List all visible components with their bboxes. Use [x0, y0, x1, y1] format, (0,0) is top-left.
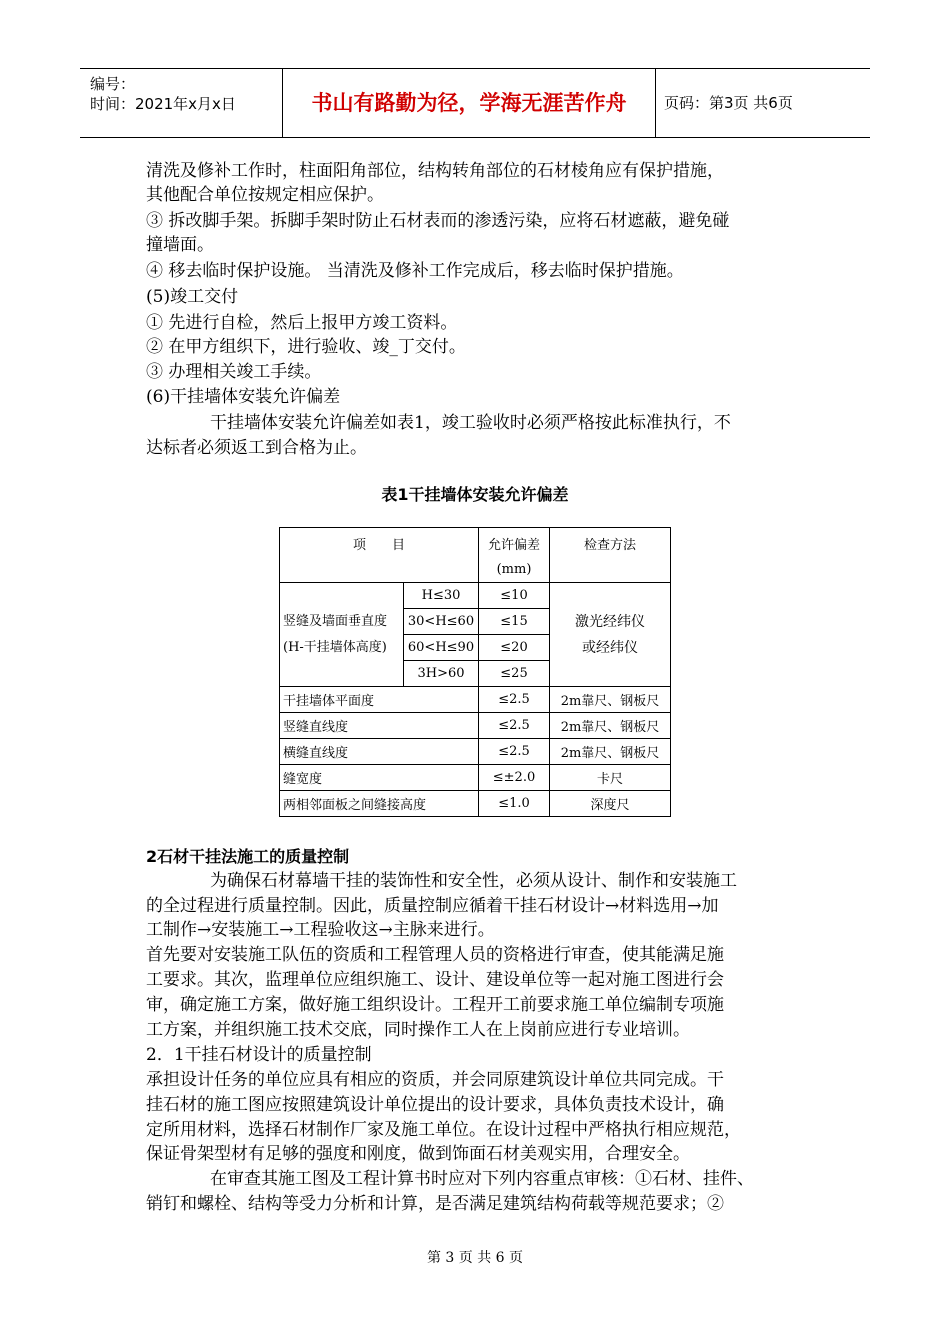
body-line: 在审查其施工图及工程计算书时应对下列内容重点审核：①石材、挂件、	[210, 1169, 754, 1189]
table-row	[280, 713, 671, 739]
vertical-method-line2: 或经纬仪	[582, 639, 638, 656]
tolerance-cell: ≤10	[479, 583, 550, 609]
body-line: ③ 拆改脚手架。拆脚手架时防止石材表而的渗透污染，应将石材遮蔽，避免碰	[146, 211, 730, 231]
header-tolerance	[479, 528, 550, 583]
item-cell: 竖缝直线度	[280, 713, 479, 739]
tolerance-cell: ≤25	[479, 661, 550, 687]
tolerance-cell: ≤15	[479, 609, 550, 635]
body-line: 工制作→安装施工→工程验收这→主脉来进行。	[146, 920, 495, 940]
body-line: ① 先进行自检，然后上报甲方竣工资料。	[146, 313, 458, 333]
header-page-info: 页码：第3页 共6页	[664, 94, 793, 112]
tolerance-cell: ≤±2.0	[479, 765, 550, 791]
subsection-title: 2．1干挂石材设计的质量控制	[146, 1045, 372, 1065]
vertical-method	[550, 583, 671, 687]
condition-cell: 30<H≤60	[404, 609, 479, 635]
item-cell: 两相邻面板之间缝接高度	[280, 791, 479, 817]
body-line: 其他配合单位按规定相应保护。	[146, 185, 384, 205]
page-footer: 第 3 页 共 6 页	[426, 1250, 524, 1266]
body-line: 销钉和螺栓、结构等受力分析和计算，是否满足建筑结构荷载等规范要求；②	[146, 1194, 724, 1214]
tolerance-cell: ≤2.5	[479, 739, 550, 765]
header-item: 项 目	[280, 528, 479, 583]
body-line: 首先要对安装施工队伍的资质和工程管理人员的资格进行审查，使其能满足施	[146, 945, 724, 965]
condition-cell: 60<H≤90	[404, 635, 479, 661]
table-caption: 表1干挂墙体安装允许偏差	[381, 485, 569, 504]
condition-cell: 3H>60	[404, 661, 479, 687]
body-line: 达标者必须返工到合格为止。	[146, 438, 367, 458]
body-line: 挂石材的施工图应按照建筑设计单位提出的设计要求，具体负责技术设计，确	[146, 1095, 724, 1115]
body-line: (6)干挂墙体安装允许偏差	[146, 387, 341, 407]
item-cell: 缝宽度	[280, 765, 479, 791]
body-line: 工要求。其次，监理单位应组织施工、设计、建设单位等一起对施工图进行会	[146, 970, 724, 990]
body-line: ④ 移去临时保护设施。 当清洗及修补工作完成后，移去临时保护措施。	[146, 261, 684, 281]
body-line: 承担设计任务的单位应具有相应的资质，并会同原建筑设计单位共同完成。干	[146, 1070, 724, 1090]
table-row	[280, 687, 671, 713]
body-line: 清洗及修补工作时，柱面阳角部位，结构转角部位的石材棱角应有保护措施，	[146, 161, 724, 181]
body-line: ② 在甲方组织下，进行验收、竣_丁交付。	[146, 337, 466, 357]
vertical-item-line1: 竖缝及墙面垂直度	[283, 613, 388, 629]
method-cell: 2m靠尺、钢板尺	[550, 687, 671, 713]
method-cell: 2m靠尺、钢板尺	[550, 739, 671, 765]
header-meta	[80, 69, 282, 137]
body-line: 保证骨架型材有足够的强度和刚度，做到饰面石材美观实用，合理安全。	[146, 1144, 690, 1164]
body-line: 审，确定施工方案，做好施工组织设计。工程开工前要求施工单位编制专项施	[146, 995, 724, 1015]
body-line: 干挂墙体安装允许偏差如表1，竣工验收时必须严格按此标准执行，不	[210, 413, 731, 433]
tolerance-cell: ≤2.5	[479, 713, 550, 739]
table-row	[280, 739, 671, 765]
body-line: 撞墙面。	[146, 235, 214, 255]
method-cell: 深度尺	[550, 791, 671, 817]
table-row	[280, 765, 671, 791]
tolerance-cell: ≤1.0	[479, 791, 550, 817]
tolerance-table	[279, 527, 671, 817]
body-line: 定所用材料，选择石材制作厂家及施工单位。在设计过程中严格执行相应规范，	[146, 1120, 741, 1140]
body-line: 为确保石材幕墙干挂的装饰性和安全性，必须从设计、制作和安装施工	[210, 871, 737, 891]
item-cell: 干挂墙体平面度	[280, 687, 479, 713]
header-tolerance-line2: (mm)	[496, 562, 532, 577]
method-cell: 2m靠尺、钢板尺	[550, 713, 671, 739]
header-number-label: 编号：	[90, 75, 136, 93]
header-method: 检查方法	[550, 528, 671, 583]
method-cell: 卡尺	[550, 765, 671, 791]
body-line: ③ 办理相关竣工手续。	[146, 362, 322, 382]
header-date: 时间：2021年x月x日	[90, 95, 236, 113]
vertical-item	[280, 583, 404, 687]
header-tolerance-line1: 允许偏差	[487, 538, 540, 553]
body-line: 的全过程进行质量控制。因此，质量控制应循着干挂石材设计→材料选用→加	[146, 896, 719, 916]
header-motto: 书山有路勤为径，学海无涯苦作舟	[282, 69, 656, 137]
tolerance-cell: ≤2.5	[479, 687, 550, 713]
condition-cell: H≤30	[404, 583, 479, 609]
body-line: (5)竣工交付	[146, 287, 239, 307]
item-cell: 横缝直线度	[280, 739, 479, 765]
table-row	[280, 791, 671, 817]
tolerance-cell: ≤20	[479, 635, 550, 661]
body-line: 工方案，并组织施工技术交底，同时操作工人在上岗前应进行专业培训。	[146, 1020, 690, 1040]
table-header-row	[280, 528, 671, 583]
section-title: 2石材干挂法施工的质量控制	[146, 847, 350, 866]
vertical-item-line2: (H-干挂墙体高度)	[283, 639, 387, 655]
page-header	[80, 68, 870, 138]
vertical-method-line1: 激光经纬仪	[575, 613, 645, 630]
table-row	[280, 583, 671, 609]
